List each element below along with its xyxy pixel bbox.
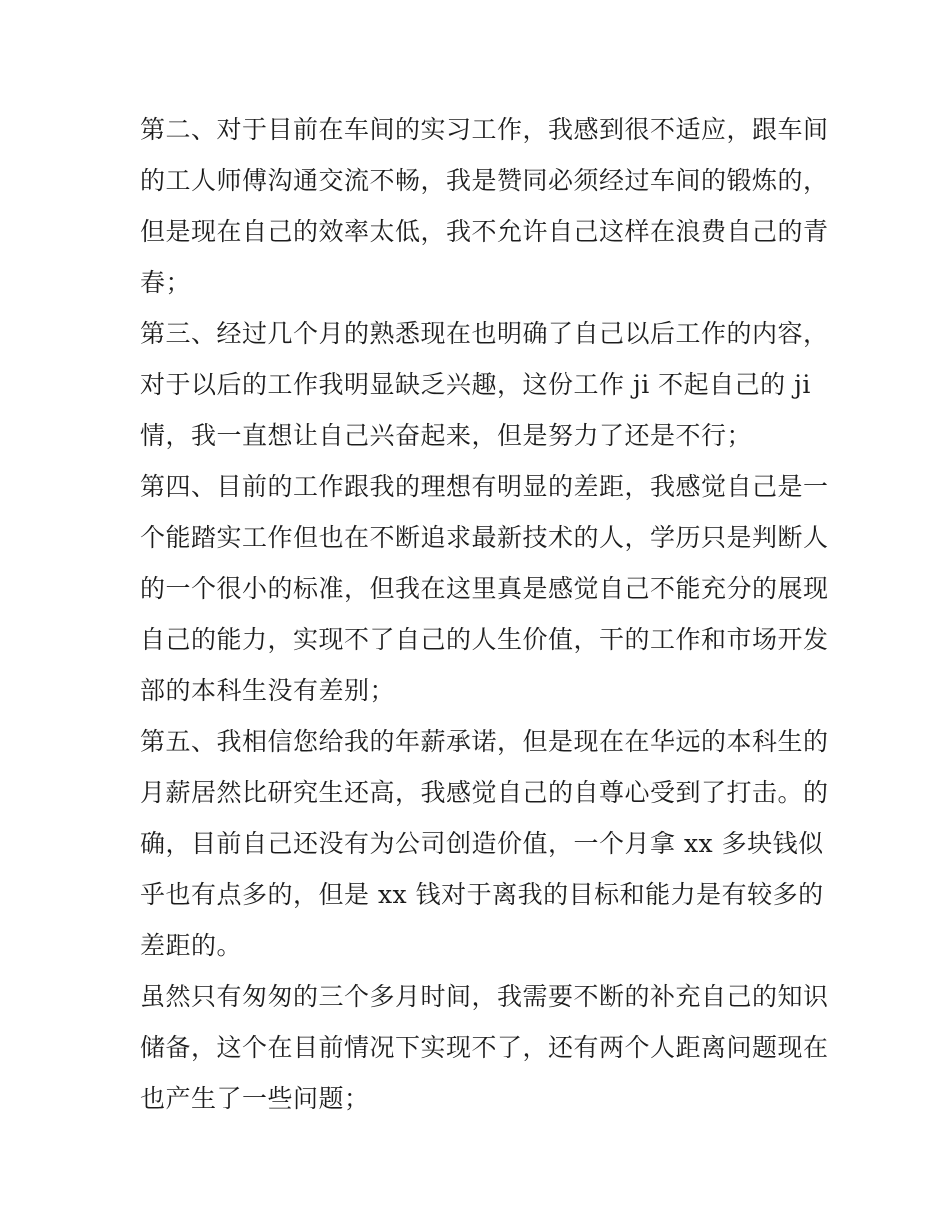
text-line: 储备，这个在目前情况下实现不了，还有两个人距离问题现在 xyxy=(140,1033,829,1062)
text-line: 月薪居然比研究生还高，我感觉自己的自尊心受到了打击。的 xyxy=(140,778,829,807)
text-line: 也产生了一些问题； xyxy=(140,1084,370,1113)
text-line: 确，目前自己还没有为公司创造价值，一个月拿 xx 多块钱似 xyxy=(140,829,824,858)
text-line: 但是现在自己的效率太低，我不允许自己这样在浪费自己的青 xyxy=(140,217,829,246)
text-line: 情，我一直想让自己兴奋起来，但是努力了还是不行； xyxy=(140,421,753,450)
text-line: 部的本科生没有差别； xyxy=(140,676,396,705)
text-line: 第二、对于目前在车间的实习工作，我感到很不适应，跟车间 xyxy=(140,115,829,144)
text-line: 第三、经过几个月的熟悉现在也明确了自己以后工作的内容， xyxy=(140,319,829,348)
document-body xyxy=(140,104,829,1124)
text-line: 个能踏实工作但也在不断追求最新技术的人，学历只是判断人 xyxy=(140,523,829,552)
text-line: 第四、目前的工作跟我的理想有明显的差距，我感觉自己是一 xyxy=(140,472,829,501)
text-line: 乎也有点多的，但是 xx 钱对于离我的目标和能力是有较多的 xyxy=(140,880,824,909)
text-line: 第五、我相信您给我的年薪承诺，但是现在在华远的本科生的 xyxy=(140,727,829,756)
text-line: 的工人师傅沟通交流不畅，我是赞同必须经过车间的锻炼的， xyxy=(140,166,829,195)
text-line: 差距的。 xyxy=(140,931,243,960)
text-line: 的一个很小的标准，但我在这里真是感觉自己不能充分的展现 xyxy=(140,574,829,603)
text-line: 春； xyxy=(140,268,192,297)
text-line: 对于以后的工作我明显缺乏兴趣，这份工作 ji 不起自己的 ji xyxy=(140,370,811,399)
text-line: 自己的能力，实现不了自己的人生价值，干的工作和市场开发 xyxy=(140,625,829,654)
text-line: 虽然只有匆匆的三个多月时间，我需要不断的补充自己的知识 xyxy=(140,982,829,1011)
